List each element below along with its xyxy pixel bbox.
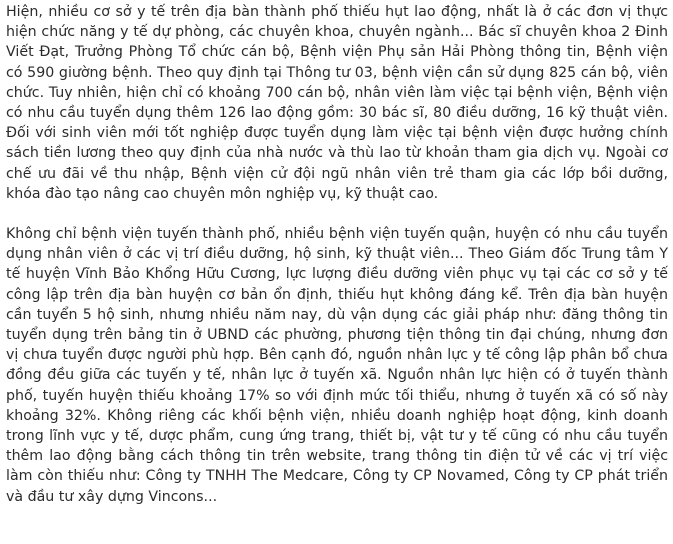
article-body [6,2,668,507]
article-paragraph: Hiện, nhiều cơ sở y tế trên địa bàn thành phố thiếu hụt lao động, nhất là ở các đơn vị thực hiện chức năng y tế dự phòng, các chuyên khoa, chuyên ngành... Bác sĩ chuyên khoa 2 Đinh Viết Đạt, Trưởng Phòng Tổ chức cán bộ, Bệnh viện Phụ sản Hải Phòng thông tin, Bệnh viện có 590 giường bệnh. Theo quy định tại Thông tư 03, bệnh viện cần sử dụng 825 cán bộ, viên chức. Tuy nhiên, hiện chỉ có khoảng 700 cán bộ, nhân viên làm việc tại bệnh viện, Bệnh viện có nhu cầu tuyển dụng thêm 126 lao động gồm: 30 bác sĩ, 80 điều dưỡng, 16 kỹ thuật viên. Đối với sinh viên mới tốt nghiệp được tuyển dụng làm việc tại bệnh viện được hưởng chính sách tiền lương theo quy định của nhà nước và thù lao từ khoản tham gia dịch vụ. Ngoài cơ chế ưu đãi về thu nhập, Bệnh viện cử đội ngũ nhân viên trẻ tham gia các lớp bồi dưỡng, khóa đào tạo nâng cao chuyên môn nghiệp vụ, kỹ thuật cao. [6,4,668,202]
article-paragraph: Không chỉ bệnh viện tuyến thành phố, nhiều bệnh viện tuyến quận, huyện có nhu cầu tuyển dụng nhân viên ở các vị trí điều dưỡng, hộ sinh, kỹ thuật viên... Theo Giám đốc Trung tâm Y tế huyện Vĩnh Bảo Khổng Hữu Cương, lực lượng điều dưỡng viên phục vụ tại các cơ sở y tế công lập trên địa bàn huyện cơ bản ổn định, thiếu hụt không đáng kể. Trên địa bàn huyện cần tuyển 5 hộ sinh, nhưng nhiều năm nay, dù vận dụng các giải pháp như: đăng thông tin tuyển dụng trên bảng tin ở UBND các phường, phương tiện thông tin đại chúng, nhưng đơn vị chưa tuyển được người phù hợp. Bên cạnh đó, nguồn nhân lực y tế công lập phân bổ chưa đồng đều giữa các tuyến y tế, nhân lực ở tuyến xã. Nguồn nhân lực hiện có ở tuyến thành phố, tuyến huyện thiếu khoảng 17% so với định mức tối thiểu, nhưng ở tuyến xã có số này khoảng 32%. Không riêng các khối bệnh viện, nhiều doanh nghiệp hoạt động, kinh doanh trong lĩnh vực y tế, dược phẩm, cung ứng trang, thiết bị, vật tư y tế cũng có nhu cầu tuyển thêm lao động bằng cách thông tin trên website, trang thông tin điện tử về các vị trí việc làm còn thiếu như: Công ty TNHH The Medcare, Công ty CP Novamed, Công ty CP phát triển và đầu tư xây dựng Vincons... [6,226,668,505]
